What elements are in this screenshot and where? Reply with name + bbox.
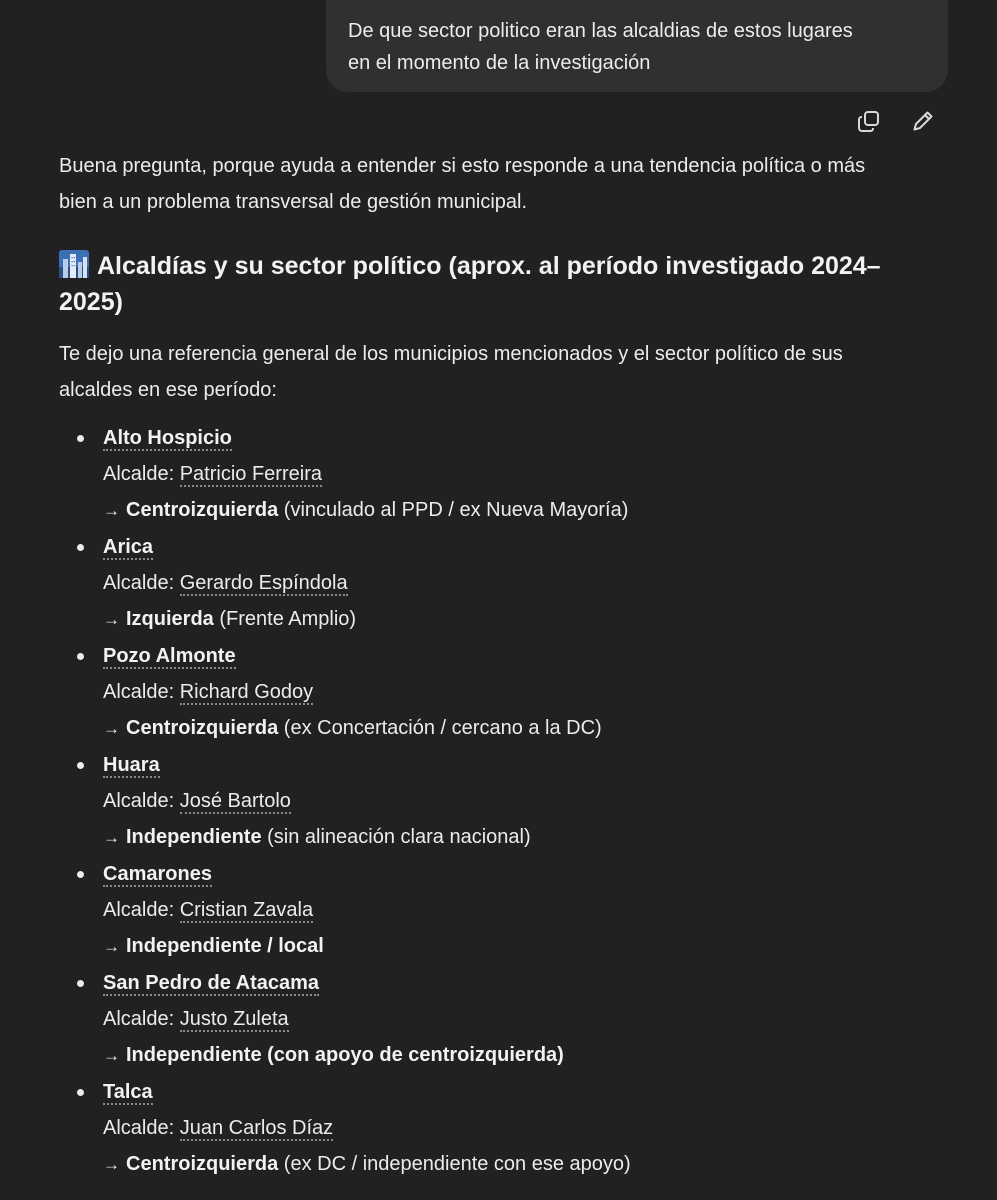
heading-line-1: Alcaldías y su sector político (aprox. al período investigado 2024–	[97, 252, 881, 280]
list-item	[59, 420, 959, 529]
arrow-icon: →	[103, 828, 120, 847]
lead-line-2: alcaldes en ese período:	[59, 379, 277, 401]
arrow-icon: →	[103, 1046, 120, 1065]
sector-note: (ex DC / independiente con ese apoyo)	[278, 1153, 631, 1175]
sector-label: Independiente	[126, 826, 262, 848]
user-message-bubble	[326, 0, 948, 92]
mayor-prefix: Alcalde:	[103, 681, 180, 703]
municipality-link[interactable]: Talca	[103, 1081, 153, 1103]
bullet	[77, 435, 84, 442]
pencil-icon	[911, 109, 935, 133]
cityscape-icon	[59, 250, 89, 278]
mayor-link[interactable]: José Bartolo	[179, 790, 291, 812]
municipality-link[interactable]: Camarones	[103, 863, 212, 885]
mayor-link[interactable]: Richard Godoy	[179, 681, 314, 703]
bullet	[77, 653, 84, 660]
assistant-message	[59, 148, 959, 1183]
copy-button[interactable]	[852, 104, 886, 138]
list-item	[59, 747, 959, 856]
mayor-link[interactable]: Gerardo Espíndola	[179, 572, 348, 594]
arrow-icon: →	[103, 1155, 120, 1174]
edit-button[interactable]	[906, 104, 940, 138]
intro-line-1: Buena pregunta, porque ayuda a entender si esto responde a una tendencia política o más	[59, 155, 866, 177]
sector-note: (vinculado al PPD / ex Nueva Mayoría)	[278, 499, 629, 521]
lead-line-1: Te dejo una referencia general de los municipios mencionados y el sector político de sus	[59, 343, 843, 365]
list-item	[59, 529, 959, 638]
list-item	[59, 1074, 959, 1183]
heading-line-2: 2025)	[59, 288, 123, 316]
lead-paragraph	[59, 336, 959, 408]
sector-note: (ex Concertación / cercano a la DC)	[278, 717, 602, 739]
mayor-prefix: Alcalde:	[103, 1117, 180, 1139]
mayor-prefix: Alcalde:	[103, 1008, 180, 1030]
sector-note: (sin alineación clara nacional)	[261, 826, 531, 848]
sector-label: Centroizquierda	[126, 499, 279, 521]
municipality-link[interactable]: San Pedro de Atacama	[103, 972, 320, 994]
mayor-prefix: Alcalde:	[103, 899, 180, 921]
copy-icon	[857, 109, 881, 133]
intro-paragraph	[59, 148, 959, 220]
municipality-link[interactable]: Huara	[103, 754, 160, 776]
sector-note: (Frente Amplio)	[213, 608, 357, 630]
bullet	[77, 980, 84, 987]
bullet	[77, 871, 84, 878]
arrow-icon: →	[103, 610, 120, 629]
arrow-icon: →	[103, 719, 120, 738]
list-item	[59, 965, 959, 1074]
municipality-link[interactable]: Alto Hospicio	[103, 427, 232, 449]
mayor-prefix: Alcalde:	[103, 790, 180, 812]
arrow-icon: →	[103, 937, 120, 956]
list-item	[59, 856, 959, 965]
sector-label: Centroizquierda	[126, 1153, 279, 1175]
sector-label: Independiente (con apoyo de centroizquierda)	[126, 1044, 564, 1066]
mayor-prefix: Alcalde:	[103, 572, 180, 594]
mayor-link[interactable]: Cristian Zavala	[179, 899, 314, 921]
user-message-line-1: De que sector politico eran las alcaldias de estos lugares	[348, 20, 853, 42]
mayor-prefix: Alcalde:	[103, 463, 180, 485]
mayor-link[interactable]: Justo Zuleta	[179, 1008, 289, 1030]
sector-label: Izquierda	[126, 608, 214, 630]
municipality-link[interactable]: Arica	[103, 536, 154, 558]
section-heading	[59, 248, 959, 320]
bullet	[77, 762, 84, 769]
sector-label: Independiente / local	[126, 935, 324, 957]
mayor-link[interactable]: Juan Carlos Díaz	[179, 1117, 334, 1139]
message-actions	[852, 104, 940, 138]
list-item	[59, 638, 959, 747]
municipality-link[interactable]: Pozo Almonte	[103, 645, 236, 667]
user-message-line-2: en el momento de la investigación	[348, 52, 651, 74]
arrow-icon: →	[103, 501, 120, 520]
sector-label: Centroizquierda	[126, 717, 279, 739]
bullet	[77, 1089, 84, 1096]
municipality-list	[59, 420, 959, 1183]
intro-line-2: bien a un problema transversal de gestión municipal.	[59, 191, 528, 213]
mayor-link[interactable]: Patricio Ferreira	[179, 463, 322, 485]
bullet	[77, 544, 84, 551]
